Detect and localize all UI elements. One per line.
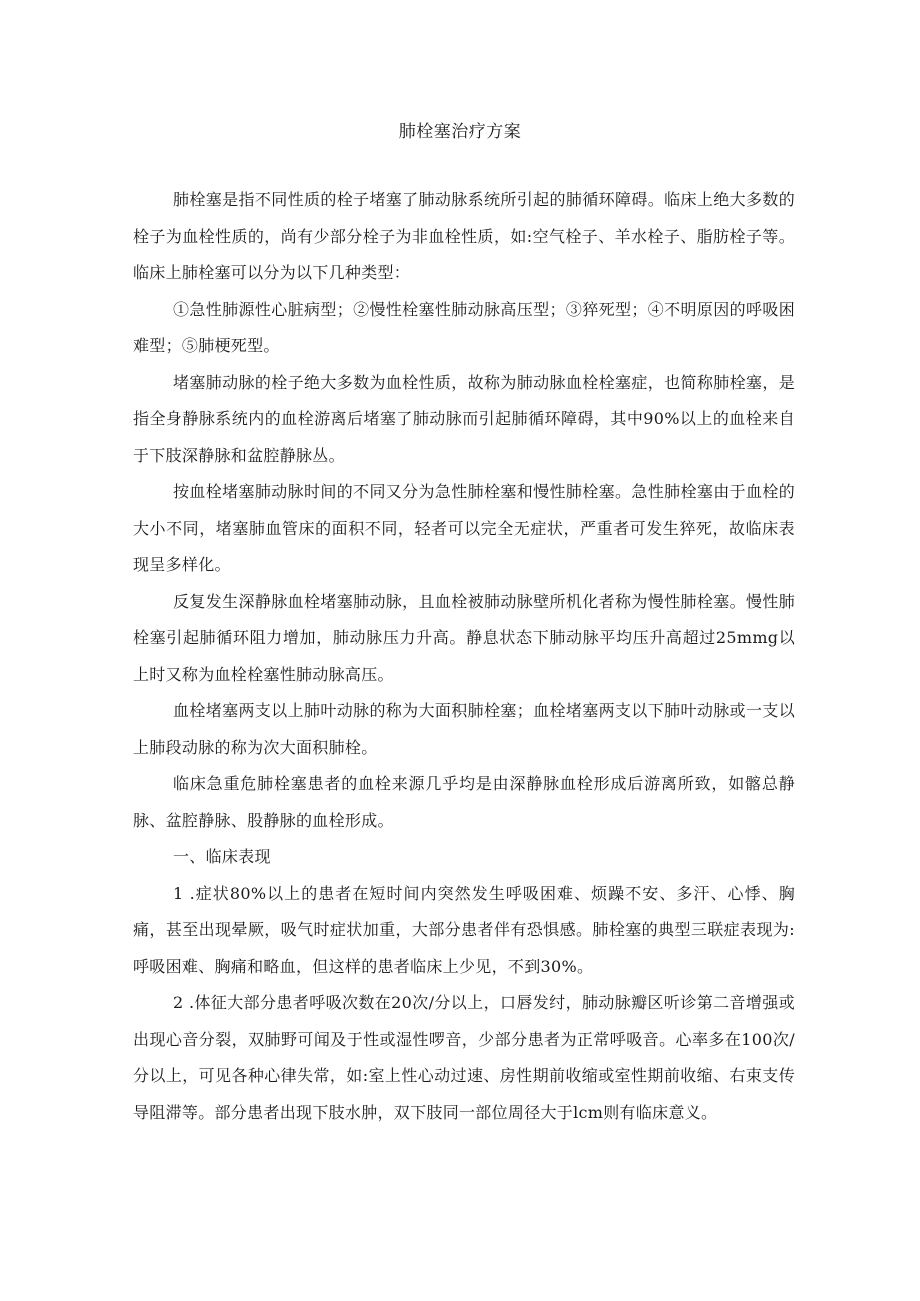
paragraph-symptoms: 1 .症状80%以上的患者在短时间内突然发生呼吸困难、烦躁不安、多汗、心悸、胸痛，甚至出现晕厥，吸气时症状加重，大部分患者伴有恐惧感。肺栓塞的典型三联症表现为:呼吸困难、胸痛和略血，但这样的患者临床上少见，不到30%。: [133, 883, 795, 976]
paragraph-definition: 肺栓塞是指不同性质的栓子堵塞了肺动脉系统所引起的肺循环障碍。临床上绝大多数的栓子为血栓性质的，尚有少部分栓子为非血栓性质，如:空气栓子、羊水栓子、脂肪栓子等。临床上肺栓塞可以分为以下几种类型：: [133, 190, 795, 282]
paragraph-thrombus-origin: 堵塞肺动脉的栓子绝大多数为血栓性质，故称为肺动脉血栓栓塞症，也简称肺栓塞，是指全身静脉系统内的血栓游离后堵塞了肺动脉而引起肺循环障碍，其中90%以上的血栓来自于下肢深静脉和盆腔静脉丛。: [133, 372, 795, 465]
document-body: [133, 182, 795, 1131]
paragraph-massive-embolism: 血栓堵塞两支以上肺叶动脉的称为大面积肺栓塞；血栓堵塞两支以下肺叶动脉或一支以上肺段动脉的称为次大面积肺栓。: [133, 701, 795, 757]
paragraph-types: ①急性肺源性心脏病型；②慢性栓塞性肺动脉高压型；③猝死型；④不明原因的呼吸困难型；⑤肺梗死型。: [133, 299, 795, 355]
paragraph-acute-chronic: 按血栓堵塞肺动脉时间的不同又分为急性肺栓塞和慢性肺栓塞。急性肺栓塞由于血栓的大小不同，堵塞肺血管床的面积不同，轻者可以完全无症状，严重者可发生猝死，故临床表现呈多样化。: [133, 482, 795, 574]
paragraph-thrombus-source: 临床急重危肺栓塞患者的血栓来源几乎均是由深静脉血栓形成后游离所致，如髂总静脉、盆腔静脉、股静脉的血栓形成。: [133, 774, 795, 830]
document-title: 肺栓塞治疗方案: [398, 122, 522, 142]
paragraph-signs: 2 .体征大部分患者呼吸次数在20次/分以上，口唇发纣，肺动脉瓣区听诊第二音增强或出现心音分裂，双肺野可闻及于性或湿性啰音，少部分患者为正常呼吸音。心率多在100次/分以上，可见各种心律失常，如:室上性心动过速、房性期前收缩或室性期前收缩、右束支传导阻滞等。部分患者出现下肢水肿，双下肢同一部位周径大于lcm则有临床意义。: [133, 993, 795, 1122]
paragraph-chronic-embolism: 反复发生深静脉血栓堵塞肺动脉，且血栓被肺动脉壁所机化者称为慢性肺栓塞。慢性肺栓塞引起肺循环阻力增加，肺动脉压力升高。静息状态下肺动脉平均压升高超过25mmg以上时又称为血栓栓塞性肺动脉高压。: [133, 591, 795, 684]
section-heading-clinical: 一、临床表现: [173, 847, 271, 866]
